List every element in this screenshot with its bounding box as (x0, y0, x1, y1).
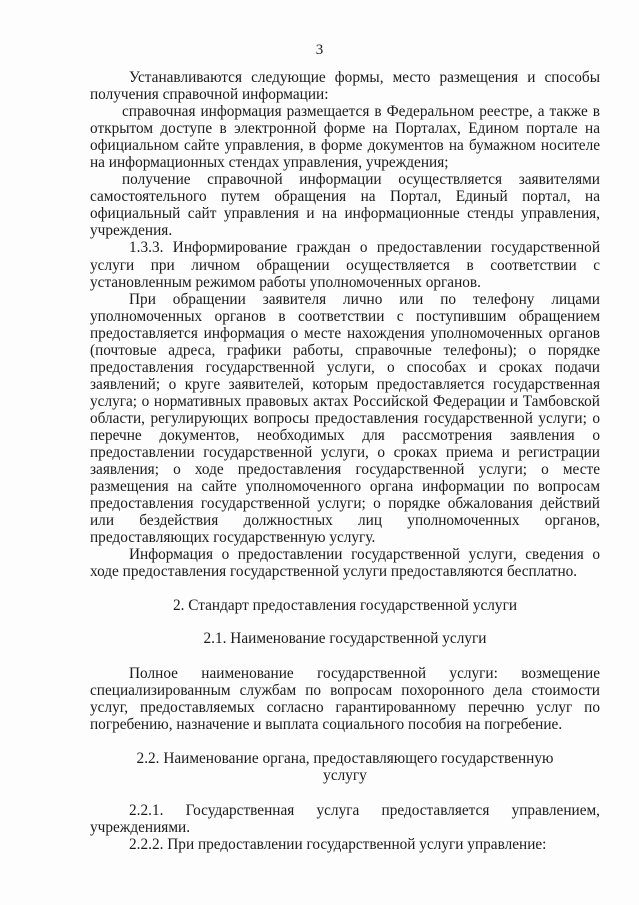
paragraph-info-forms: Устанавливаются следующие формы, место размещения и способы получения справочной информации: (90, 69, 600, 104)
paragraph-1-3-3: 1.3.3. Информирование граждан о предоставлении государственной услуги при личном обращении осуществляется в соответствии с установленным режимом работы уполномоченных органов. (90, 239, 600, 291)
paragraph-info-obtaining: получение справочной информации осуществляется заявителями самостоятельного путем обращения на Портал, Единый портал, на официальный сайт управления и на информационные стенды управления, учреждения. (90, 171, 600, 240)
section-2-2-heading: 2.2. Наименование органа, предоставляющего государственную услугу (136, 749, 554, 784)
section-2-heading: 2. Стандарт предоставления государственной услуги (172, 597, 518, 615)
paragraph-free-of-charge: Информация о предоставлении государственной услуги, сведения о ходе предоставления государственной услуги предоставляются бесплатно. (90, 546, 600, 581)
paragraph-info-placement: справочная информация размещается в Федеральном реестре, а также в открытом доступе в электронной форме на Порталах, Едином портале на официальном сайте управления, в форме документов на бумажном носителе на информационных стендах управления, учреждения; (90, 103, 600, 172)
page-number: 3 (315, 42, 324, 58)
paragraph-2-2-1: 2.2.1. Государственная услуга предоставляется управлением, учреждениями. (90, 801, 600, 836)
paragraph-personal-appeal: При обращении заявителя лично или по телефону лицами уполномоченных органов в соответствии с поступившим обращением предоставляется информация о месте нахождения уполномоченных органов (почтовые адреса, графики работы, справочные телефоны); о порядке предоставления государственной услуги, о способах и сроках подачи заявлений; о круге заявителей, которым предоставляется государственная услуга; о нормативных правовых актах Российской Федерации и Тамбовской области, регулирующих вопросы предоставления государственной услуги; о перечне документов, необходимых для рассмотрения заявления о предоставлении государственной услуги, о сроках приема и регистрации заявления; о ходе предоставления государственной услуги; о месте размещения на сайте уполномоченного органа информации по вопросам предоставления государственной услуги; о порядке обжалования действий или бездействия должностных лиц уполномоченных органов, предоставляющих государственную услугу. (90, 290, 600, 547)
paragraph-2-2-2: 2.2.2. При предоставлении государственной услуги управление: (129, 835, 547, 853)
section-2-1-heading: 2.1. Наименование государственной услуги (203, 630, 487, 648)
paragraph-full-service-name: Полное наименование государственной услуги: возмещение специализированным службам по вопросам похоронного дела стоимости услуг, предоставляемых согласно гарантированному перечню услуг по погребению, назначение и выплата социального пособия на погребение. (90, 664, 600, 733)
document-body (90, 69, 600, 853)
